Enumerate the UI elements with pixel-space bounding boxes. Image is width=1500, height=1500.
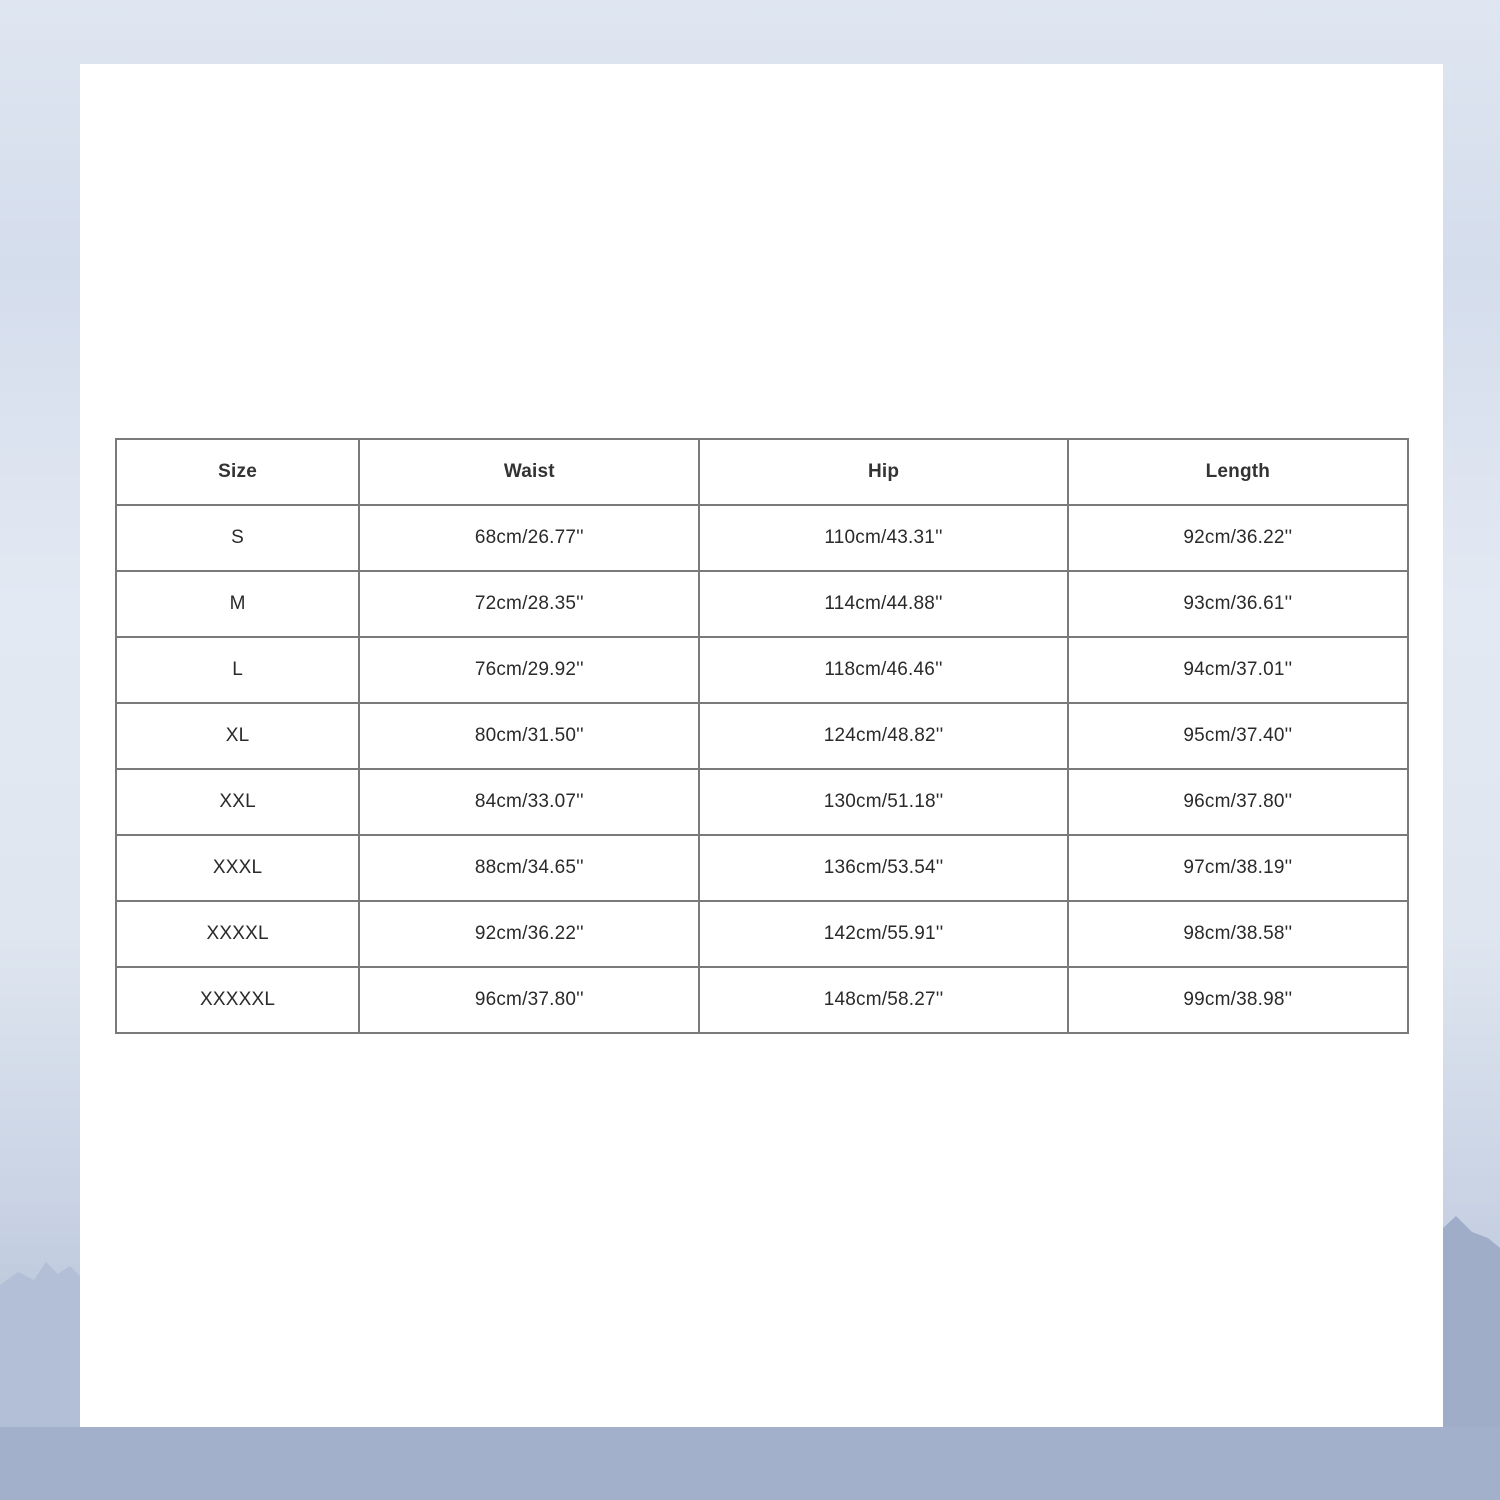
table-row [116, 571, 1408, 637]
table-row [116, 637, 1408, 703]
cell-length: 92cm/36.22'' [1068, 505, 1408, 571]
cell-hip: 118cm/46.46'' [699, 637, 1067, 703]
cell-waist: 88cm/34.65'' [359, 835, 699, 901]
cell-length: 98cm/38.58'' [1068, 901, 1408, 967]
cell-waist: 76cm/29.92'' [359, 637, 699, 703]
header-size: Size [116, 439, 359, 505]
cell-size: M [116, 571, 359, 637]
cell-waist: 92cm/36.22'' [359, 901, 699, 967]
cell-waist: 84cm/33.07'' [359, 769, 699, 835]
size-chart-table [115, 438, 1409, 1034]
cell-hip: 110cm/43.31'' [699, 505, 1067, 571]
cell-size: XXXL [116, 835, 359, 901]
header-length: Length [1068, 439, 1408, 505]
cell-size: S [116, 505, 359, 571]
table-row [116, 769, 1408, 835]
table-row [116, 967, 1408, 1033]
cell-hip: 136cm/53.54'' [699, 835, 1067, 901]
cell-hip: 148cm/58.27'' [699, 967, 1067, 1033]
cell-hip: 142cm/55.91'' [699, 901, 1067, 967]
table-row [116, 505, 1408, 571]
cell-size: XXL [116, 769, 359, 835]
cell-hip: 124cm/48.82'' [699, 703, 1067, 769]
cell-length: 99cm/38.98'' [1068, 967, 1408, 1033]
cell-length: 93cm/36.61'' [1068, 571, 1408, 637]
cell-length: 97cm/38.19'' [1068, 835, 1408, 901]
cell-waist: 96cm/37.80'' [359, 967, 699, 1033]
table-row [116, 703, 1408, 769]
cell-size: L [116, 637, 359, 703]
cell-waist: 68cm/26.77'' [359, 505, 699, 571]
cell-size: XXXXL [116, 901, 359, 967]
cell-length: 95cm/37.40'' [1068, 703, 1408, 769]
size-chart-card [80, 64, 1443, 1427]
cell-length: 96cm/37.80'' [1068, 769, 1408, 835]
cell-hip: 114cm/44.88'' [699, 571, 1067, 637]
mountain-bottom-shape [0, 1427, 1500, 1500]
header-hip: Hip [699, 439, 1067, 505]
cell-hip: 130cm/51.18'' [699, 769, 1067, 835]
table-row [116, 901, 1408, 967]
cell-size: XXXXXL [116, 967, 359, 1033]
cell-waist: 72cm/28.35'' [359, 571, 699, 637]
table-header-row [116, 439, 1408, 505]
cell-size: XL [116, 703, 359, 769]
cell-length: 94cm/37.01'' [1068, 637, 1408, 703]
table-row [116, 835, 1408, 901]
header-waist: Waist [359, 439, 699, 505]
cell-waist: 80cm/31.50'' [359, 703, 699, 769]
